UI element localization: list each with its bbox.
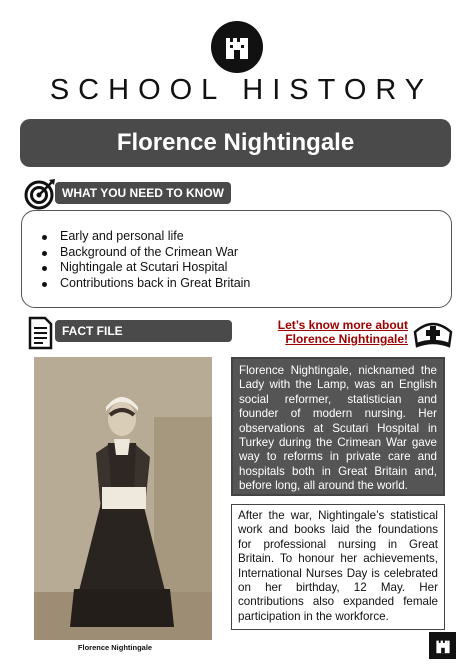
fact-panel-light: After the war, Nightingale’s statistical work and books laid the foundations for professional nursing in Great Britain. To honour her achievements, International Nurses Day is celebrated on her birthday, 12 May. Her contributions also expanded female participation in the workforce.	[231, 504, 445, 630]
photo-caption: Florence Nightingale	[77, 643, 153, 652]
brand-name: SCHOOL HISTORY	[49, 74, 434, 106]
learn-more-link[interactable]	[278, 318, 408, 346]
learn-more-line2: Florence Nightingale!	[285, 332, 408, 346]
list-item: Nightingale at Scutari Hospital	[38, 260, 250, 276]
page-title: Florence Nightingale	[116, 129, 355, 156]
list-item: Contributions back in Great Britain	[38, 276, 250, 292]
know-heading: WHAT YOU NEED TO KNOW	[55, 182, 231, 204]
portrait-photo	[34, 357, 212, 640]
fact-heading: FACT FILE	[55, 320, 232, 342]
footer-logo	[429, 632, 456, 659]
learn-more-line1: Let’s know more about	[277, 318, 408, 332]
title-banner	[20, 119, 451, 167]
list-item: Early and personal life	[38, 229, 250, 245]
nurse-cap-icon	[412, 318, 454, 350]
list-item: Background of the Crimean War	[38, 245, 250, 261]
fact-panel-dark: Florence Nightingale, nicknamed the Lady with the Lamp, was an English social reformer, statistician and founder of modern nursing. Her observations at Scutari Hospital in Turkey during the Crimean War gave way to reforms in private care and hospitals both in Great Britain and, before long, all around the world.	[231, 357, 445, 496]
document-icon	[23, 315, 57, 351]
brand-logo	[211, 21, 263, 73]
target-icon	[23, 176, 57, 212]
castle-icon	[434, 637, 452, 655]
castle-icon	[222, 32, 252, 62]
know-list	[38, 229, 250, 291]
